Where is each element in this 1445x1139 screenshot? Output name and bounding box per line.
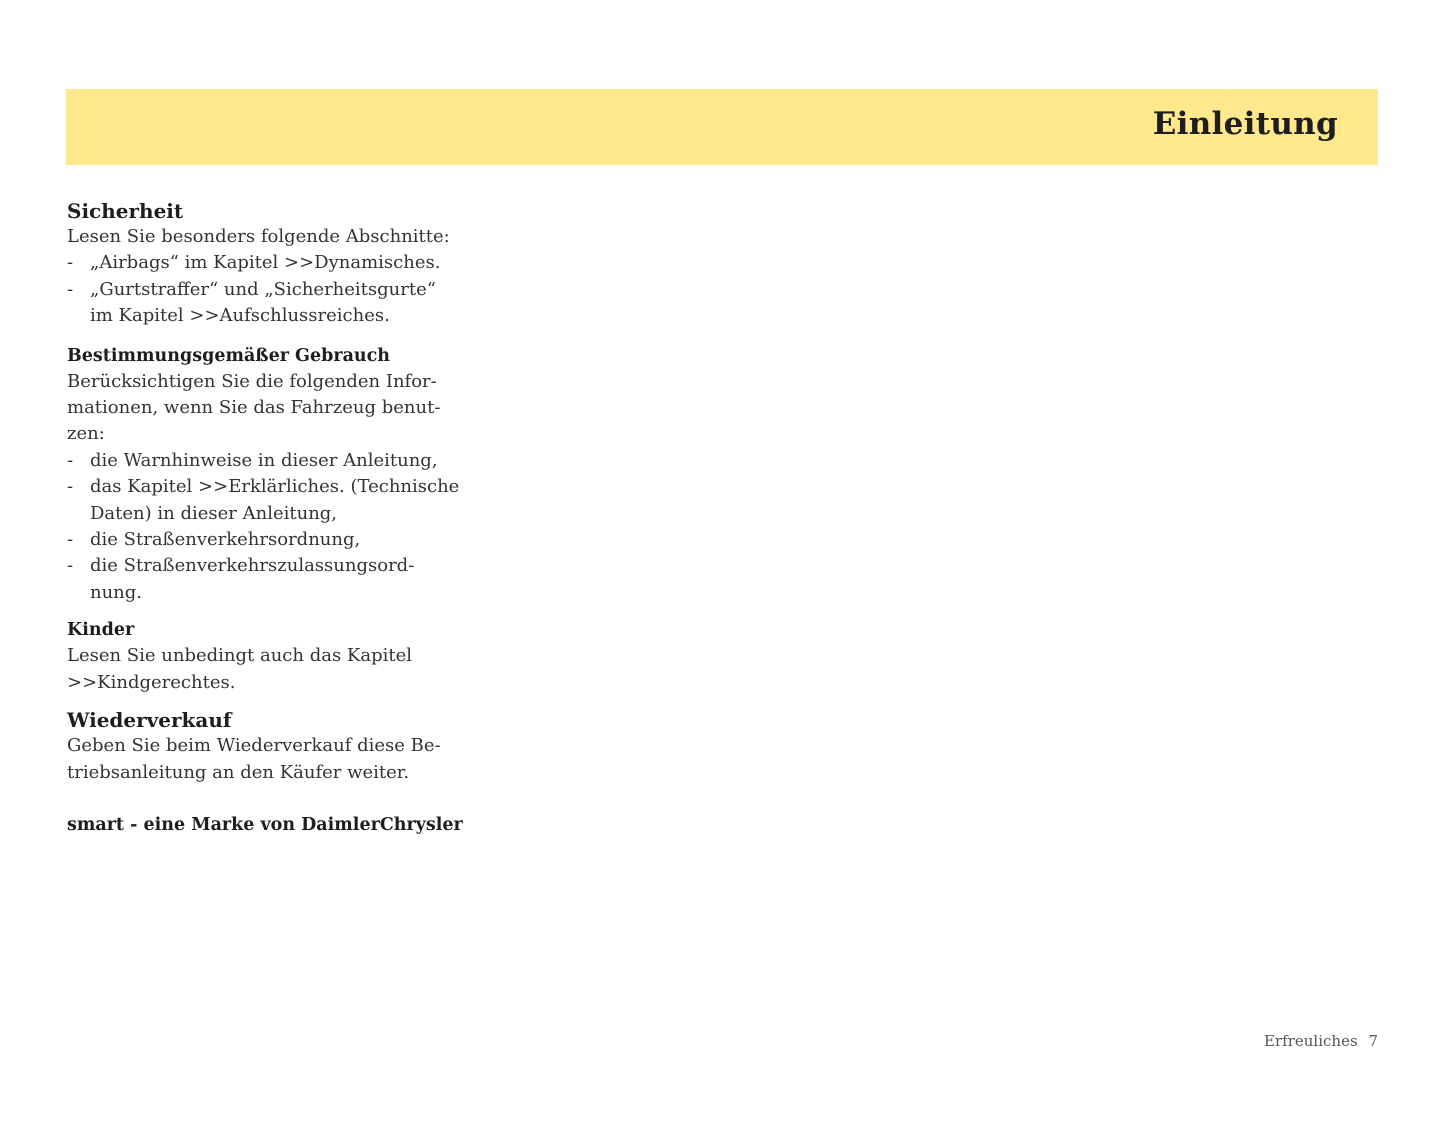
section-text-line: Lesen Sie unbedingt auch das Kapitel [67, 645, 413, 667]
section-intro-line: zen: [67, 423, 105, 445]
list-item [67, 277, 497, 330]
section-text-line: triebsanleitung an den Käufer weiter. [67, 761, 410, 783]
list-item-text: „Airbags“ im Kapitel >>Dynamisches. [90, 252, 441, 274]
section-intro-line: mationen, wenn Sie das Fahrzeug benut- [67, 397, 441, 419]
list-item [67, 474, 497, 527]
brand-line: smart - eine Marke von DaimlerChrysler [67, 814, 463, 835]
page-footer [1264, 1032, 1378, 1050]
dash-bullet: - [67, 476, 74, 498]
section-wiederverkauf [67, 707, 497, 786]
list-item-text: die Straßenverkehrszulassungsord- [90, 555, 415, 577]
list-item [67, 553, 497, 606]
main-content [67, 198, 497, 838]
dash-bullet: - [67, 555, 74, 577]
list-item [67, 448, 497, 474]
chapter-title: Einleitung [1152, 106, 1338, 142]
chapter-header-band [66, 89, 1378, 165]
section-sicherheit [67, 198, 497, 330]
footer-chapter-name: Erfreuliches [1264, 1032, 1358, 1050]
section-heading-kinder: Kinder [67, 620, 135, 641]
section-kinder [67, 617, 497, 696]
list-item-text: die Straßenverkehrsordnung, [90, 529, 361, 551]
list-item-text-continued: im Kapitel >>Aufschlussreiches. [90, 305, 390, 327]
list-item [67, 250, 497, 276]
section-heading-wiederverkauf: Wiederverkauf [67, 708, 232, 733]
dash-bullet: - [67, 278, 74, 300]
dash-bullet: - [67, 252, 74, 274]
list-item-text-continued: Daten) in dieser Anleitung, [90, 502, 338, 524]
section-gebrauch [67, 343, 497, 607]
section-text-line: Geben Sie beim Wiederverkauf diese Be- [67, 735, 441, 757]
section-heading-sicherheit: Sicherheit [67, 199, 184, 223]
section-text-line: >>Kindgerechtes. [67, 671, 236, 693]
dash-bullet: - [67, 449, 74, 471]
dash-bullet: - [67, 529, 74, 551]
bullet-list [67, 250, 497, 329]
list-item-text: das Kapitel >>Erklärliches. (Technische [90, 476, 460, 498]
section-intro: Lesen Sie besonders folgende Abschnitte: [67, 226, 450, 247]
list-item-text: die Warnhinweise in dieser Anleitung, [90, 449, 438, 471]
list-item-text-continued: nung. [90, 581, 143, 603]
section-heading-gebrauch: Bestimmungsgemäßer Gebrauch [67, 345, 391, 366]
list-item [67, 527, 497, 553]
section-intro-line: Berücksichtigen Sie die folgenden Infor- [67, 370, 437, 392]
page-number: 7 [1368, 1032, 1378, 1050]
bullet-list [67, 448, 497, 606]
list-item-text: „Gurtstraffer“ und „Sicherheitsgurte“ [90, 278, 436, 300]
